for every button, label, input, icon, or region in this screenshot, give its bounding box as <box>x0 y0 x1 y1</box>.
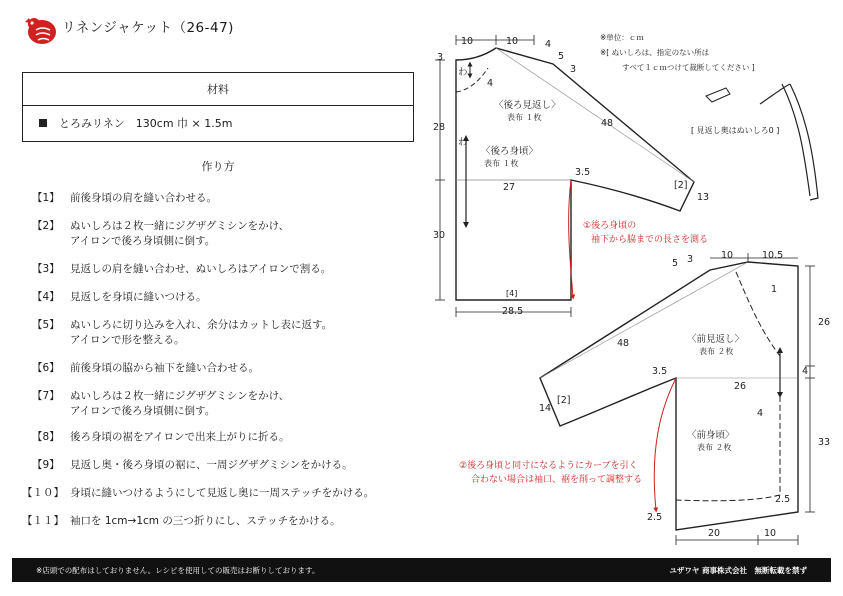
dim-label: 48 <box>601 118 614 129</box>
red-measure-curve-2 <box>654 378 676 510</box>
step-text: ぬいしろに切り込みを入れ、余分はカットし表に返す。 <box>70 319 333 331</box>
page-title: リネンジャケット（26-47) <box>62 20 234 36</box>
step-number: 【8】 <box>32 431 60 443</box>
dim-label: 48 <box>617 338 630 349</box>
front-facing-line <box>676 272 780 501</box>
dim-label: 28 <box>433 122 446 133</box>
step-number: 【2】 <box>32 220 60 232</box>
step-number: 【6】 <box>32 362 60 374</box>
step-text: 後ろ身頃の裾をアイロンで出来上がりに折る。 <box>70 431 290 443</box>
dim-label: 3.5 <box>575 167 591 178</box>
facing-sketch-1 <box>706 88 730 102</box>
step-number: 【1】 <box>32 192 60 204</box>
step-text: アイロンで後ろ身頃側に倒す。 <box>70 235 216 247</box>
back-facing-label: 〈後ろ見返し〉 <box>494 100 561 111</box>
dim-label: 3 <box>437 52 444 63</box>
footer-bar <box>12 558 831 582</box>
dim-label: 14 <box>539 403 552 414</box>
dim-label: 5 <box>672 258 679 269</box>
dim-label: 5 <box>558 51 565 62</box>
dim-label: 3.5 <box>652 366 668 377</box>
back-facing-sub: 表布 １枚 <box>507 113 542 122</box>
facing-note: [ 見返し奥はぬいしろ0 ] <box>691 126 780 135</box>
footer-disclaimer: ※店頭での配布はしておりません。レシピを使用しての販売はお断りしております。 <box>36 566 320 575</box>
note-2: ②後ろ身頃と同寸になるようにカーブを引く <box>459 461 638 471</box>
dim-label: 3 <box>570 64 577 75</box>
front-body-label: 〈前身頃〉 <box>687 430 735 441</box>
step-text: アイロンで形を整える。 <box>70 334 185 346</box>
note-2: 合わない場合は袖口、裾を削って調整する <box>471 475 643 485</box>
dim-label: 2.5 <box>647 512 663 523</box>
back-body-label: 〈後ろ身頃〉 <box>481 146 539 157</box>
step-text: ぬいしろは２枚一緒にジグザグミシンをかけ、 <box>70 220 290 232</box>
fold-label: わ <box>458 137 468 148</box>
step-text: 前後身頃の脇から袖下を縫い合わせる。 <box>70 362 259 374</box>
seam-note: すべて１ｃｍつけて裁断してください ] <box>622 63 755 72</box>
dim-label: 10 <box>506 36 519 47</box>
dim-label: 4 <box>487 78 494 89</box>
dim-label: [2] <box>674 180 688 191</box>
dim-label: 2.5 <box>775 494 791 505</box>
step-number: 【7】 <box>32 390 60 402</box>
step-text: ぬいしろは２枚一緒にジグザグミシンをかけ、 <box>70 390 290 402</box>
step-text: 見返しを身頃に縫いつける。 <box>70 291 207 303</box>
dim-label: 4 <box>545 39 552 50</box>
front-body-outline <box>540 262 798 530</box>
front-facing-sub: 表布 ２枚 <box>699 347 734 356</box>
step-text: アイロンで後ろ身頃側に倒す。 <box>70 405 216 417</box>
dim-label: 10 <box>764 528 777 539</box>
footer-company: ユザワヤ 商事株式会社 無断転載を禁ず <box>669 566 807 575</box>
step-number: 【9】 <box>32 459 60 471</box>
step-number: 【１０】 <box>22 487 64 499</box>
step-number: 【3】 <box>32 263 60 275</box>
back-body-sub: 表布 １枚 <box>484 159 519 168</box>
dim-label: 3 <box>687 254 694 265</box>
dim-label: 1 <box>771 284 778 295</box>
dim-label: 13 <box>697 192 710 203</box>
dim-label: 26 <box>734 381 747 392</box>
dim-label: 20 <box>708 528 721 539</box>
materials-heading: 材料 <box>207 83 229 96</box>
dim-label: 4 <box>757 408 764 419</box>
materials-item-text: とろみリネン 130cm 巾 × 1.5m <box>59 117 233 130</box>
step-number: 【１１】 <box>22 515 64 527</box>
step-text: 身頃に縫いつけるようにして見返し奥に一周ステッチをかける。 <box>70 487 375 499</box>
dim-label: [2] <box>557 395 571 406</box>
front-body-sub: 表布 ２枚 <box>697 443 732 452</box>
step-text: 前後身頃の肩を縫い合わせる。 <box>70 192 217 204</box>
dim-label: 4 <box>802 366 809 377</box>
seam-note: ※[ ぬいしろは、指定のない所は <box>600 48 710 57</box>
method-heading: 作り方 <box>201 160 235 173</box>
facing-sketch-2 <box>760 84 810 196</box>
dim-label: 10 <box>721 250 734 261</box>
unit-note: ※単位：ｃｍ <box>600 33 644 42</box>
dim-label: 10.5 <box>762 250 784 261</box>
step-number: 【5】 <box>32 319 60 331</box>
fold-label: わ <box>458 67 468 78</box>
dim-label: [4] <box>506 289 518 298</box>
dim-label: 28.5 <box>502 306 524 317</box>
dim-label: 26 <box>818 317 831 328</box>
dim-label: 10 <box>461 36 474 47</box>
note-1: 袖下から脇までの長さを測る <box>591 235 709 245</box>
note-1: ①後ろ身頃の <box>583 221 637 231</box>
dim-label: 27 <box>503 182 516 193</box>
step-text: 見返しの肩を縫い合わせ、ぬいしろはアイロンで割る。 <box>70 263 332 275</box>
front-facing-label: 〈前見返し〉 <box>687 334 745 345</box>
step-text: 見返し奥・後ろ身頃の裾に、一周ジグザグミシンをかける。 <box>70 459 353 471</box>
step-text: 袖口を 1cm→1cm の三つ折りにし、ステッチをかける。 <box>70 515 341 527</box>
step-number: 【4】 <box>32 291 60 303</box>
dim-label: 33 <box>818 437 831 448</box>
dim-label: 30 <box>433 230 446 241</box>
